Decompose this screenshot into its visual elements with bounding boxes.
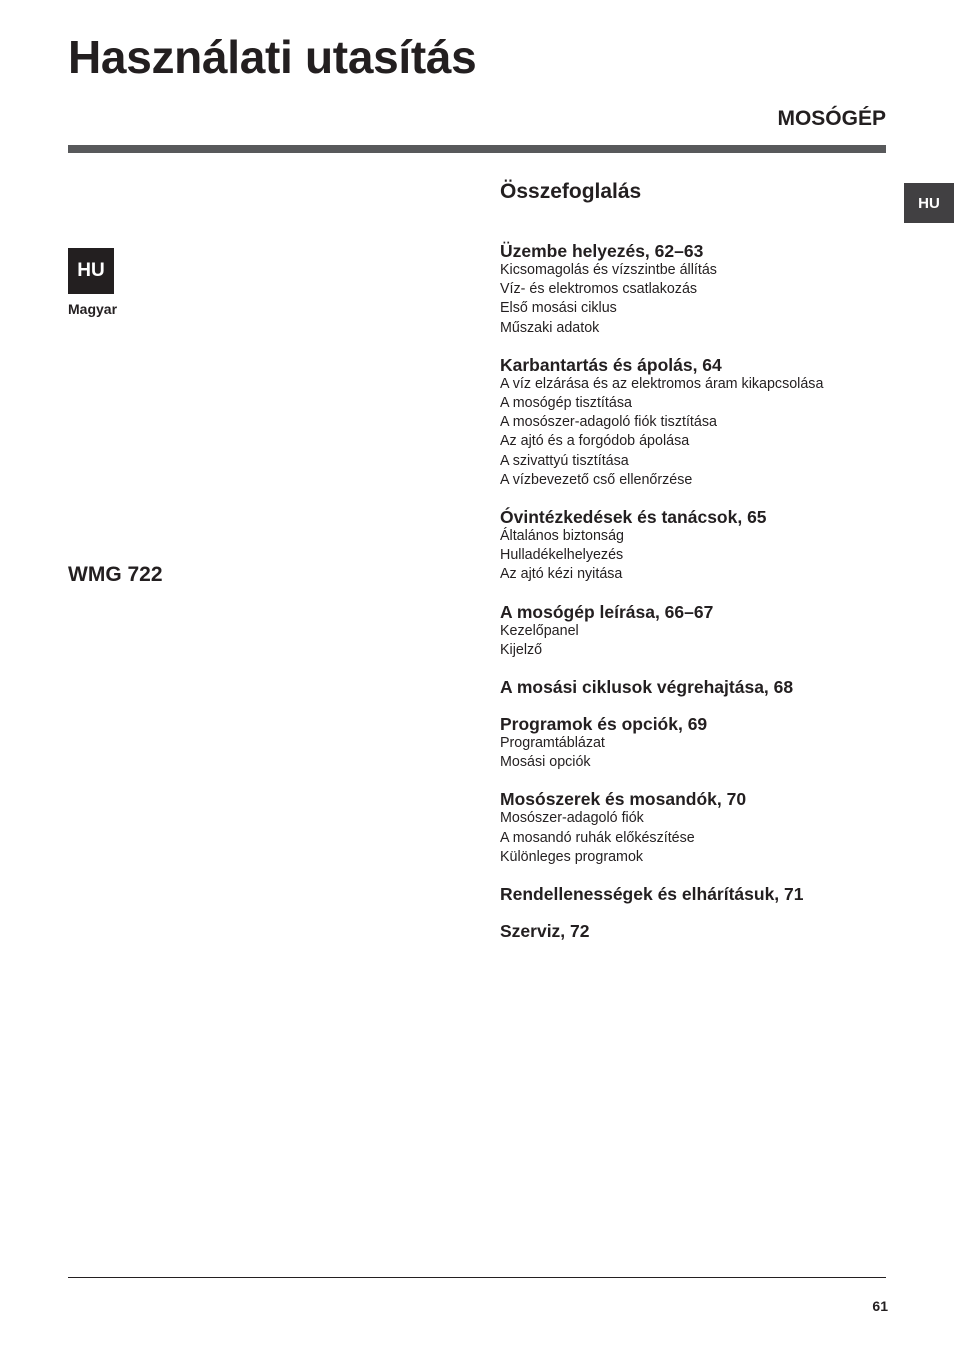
- toc-section: [500, 355, 886, 490]
- toc-item: A víz elzárása és az elektromos áram kikapcsolása: [500, 375, 824, 392]
- toc-item: A szivattyú tisztítása: [500, 452, 629, 469]
- product-type: MOSÓGÉP: [777, 107, 886, 130]
- footer-divider: [68, 1277, 886, 1278]
- language-side-tab: HU: [904, 183, 954, 223]
- toc-item: A mosandó ruhák előkészítése: [500, 829, 695, 846]
- toc-section-title: Programok és opciók, 69: [500, 714, 708, 735]
- toc-section: [500, 714, 886, 772]
- language-code-badge: HU: [68, 248, 114, 294]
- toc-section-title: Óvintézkedések és tanácsok, 65: [500, 507, 767, 528]
- toc-section-title: Karbantartás és ápolás, 64: [500, 354, 722, 375]
- toc-item: Általános biztonság: [500, 528, 624, 545]
- toc-section: [500, 677, 886, 697]
- toc-item-list: [500, 809, 886, 867]
- toc-section-title: Szerviz, 72: [500, 921, 590, 942]
- language-name: Magyar: [68, 301, 118, 317]
- toc-section-title: Üzembe helyezés, 62–63: [500, 241, 704, 261]
- toc-section-title: A mosási ciklusok végrehajtása, 68: [500, 677, 794, 698]
- toc-item-list: [500, 375, 886, 490]
- header-divider: [68, 145, 886, 153]
- toc-section: [500, 921, 886, 941]
- toc-item-list: [500, 261, 886, 338]
- toc-item: Az ajtó és a forgódob ápolása: [500, 433, 690, 450]
- toc-item-list: [500, 622, 886, 660]
- toc-section: [500, 507, 886, 585]
- toc-section-title: Mosószerek és mosandók, 70: [500, 789, 747, 810]
- toc-section: [500, 602, 886, 660]
- toc-section-title: Rendellenességek és elhárításuk, 71: [500, 884, 804, 905]
- toc-item-list: [500, 527, 886, 585]
- toc-section: [500, 789, 886, 867]
- toc-item: A mosógép tisztítása: [500, 395, 632, 412]
- toc-item: A vízbevezető cső ellenőrzése: [500, 471, 693, 488]
- toc-item: Az ajtó kézi nyitása: [500, 566, 623, 583]
- toc-item: A mosószer-adagoló fiók tisztítása: [500, 414, 717, 431]
- toc-section-list: [500, 241, 886, 941]
- toc-item: Mosási opciók: [500, 754, 591, 771]
- toc-section: [500, 884, 886, 904]
- page-number: 61: [872, 1298, 888, 1314]
- toc-item: Kijelző: [500, 641, 543, 658]
- toc-item: Különleges programok: [500, 848, 644, 865]
- toc-item: Programtáblázat: [500, 735, 605, 752]
- toc-item: Kezelőpanel: [500, 622, 579, 639]
- model-number: WMG 722: [68, 563, 163, 586]
- toc-section: [500, 241, 886, 338]
- toc-item: Műszaki adatok: [500, 319, 600, 336]
- toc-item: Kicsomagolás és vízszintbe állítás: [500, 262, 717, 278]
- toc-item: Hulladékelhelyezés: [500, 547, 624, 564]
- table-of-contents: [500, 179, 886, 958]
- toc-item: Víz- és elektromos csatlakozás: [500, 281, 698, 298]
- toc-section-title: A mosógép leírása, 66–67: [500, 601, 714, 622]
- toc-item: Mosószer-adagoló fiók: [500, 810, 644, 827]
- toc-heading: Összefoglalás: [500, 180, 642, 203]
- toc-item: Első mosási ciklus: [500, 300, 617, 317]
- page-title: Használati utasítás: [68, 31, 477, 83]
- toc-item-list: [500, 734, 886, 772]
